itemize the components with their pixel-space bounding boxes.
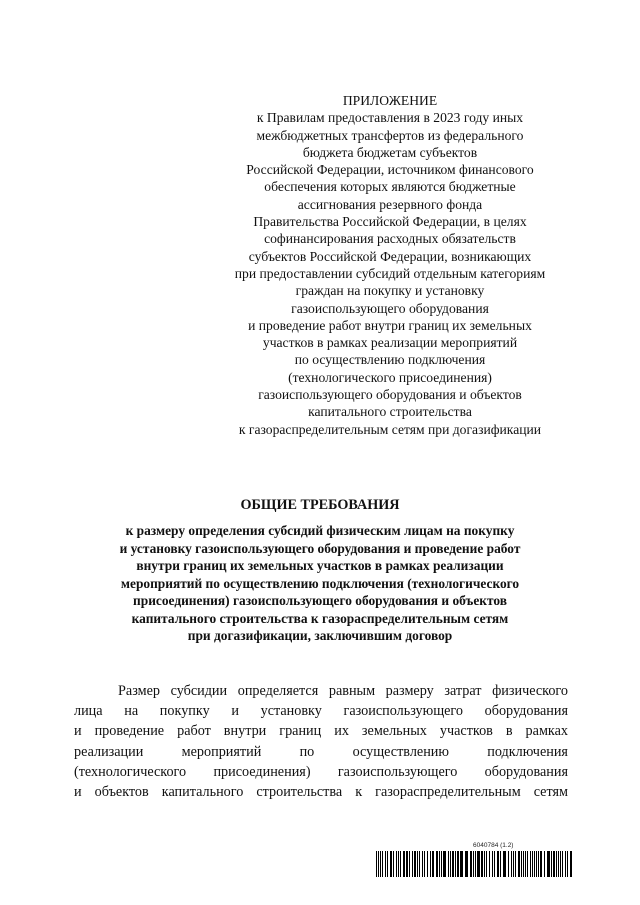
appendix-block (205, 92, 575, 438)
appendix-line: к Правилам предоставления в 2023 году иных (256, 110, 524, 126)
appendix-line: субъектов Российской Федерации, возникающих (248, 248, 532, 264)
appendix-line: по осуществлению подключения (294, 352, 486, 368)
appendix-line: ассигнования резервного фонда (297, 196, 483, 212)
appendix-line: Правительства Российской Федерации, в целях (253, 214, 527, 230)
appendix-line: участков в рамках реализации мероприятий (262, 335, 518, 351)
barcode (376, 851, 576, 877)
appendix-line: капитального строительства (308, 404, 472, 420)
subtitle-line: и установку газоиспользующего оборудования и проведение работ (119, 540, 521, 556)
appendix-line: к газораспределительным сетям при догазификации (238, 421, 542, 437)
document-code: 6040784 (1.2) (473, 842, 514, 849)
appendix-line: межбюджетных трансфертов из федерального (256, 127, 524, 143)
appendix-line: Российской Федерации, источником финансового (246, 162, 534, 178)
subtitle-line: присоединения) газоиспользующего оборудования и объектов (133, 593, 507, 608)
appendix-line: газоиспользующего оборудования (291, 300, 489, 316)
appendix-line: бюджета бюджетам субъектов (302, 144, 478, 160)
body-paragraph (74, 681, 568, 802)
body-word: мероприятий (181, 743, 262, 760)
appendix-heading: ПРИЛОЖЕНИЕ (342, 93, 438, 108)
requirements-subtitle (60, 522, 580, 645)
appendix-line: обеспечения которых являются бюджетные (264, 179, 516, 195)
body-line: лица на покупку и установку газоиспользующего оборудования (74, 703, 568, 720)
subtitle-line: внутри границ их земельных участков в рамках реализации (136, 558, 504, 573)
subtitle-line: к размеру определения субсидий физическим лицам на покупку (125, 523, 515, 538)
body-line (74, 742, 568, 762)
body-line: и проведение работ внутри границ их земельных участков в рамках (74, 723, 568, 740)
appendix-line: софинансирования расходных обязательств (264, 231, 516, 247)
appendix-line: (технологического присоединения) (288, 369, 492, 385)
appendix-line: граждан на покупку и установку (295, 283, 485, 299)
appendix-line: и проведение работ внутри границ их земельных (248, 317, 532, 333)
appendix-line: при предоставлении субсидий отдельным категориям (234, 265, 546, 281)
body-word: реализации (74, 743, 144, 760)
body-word: по (299, 743, 315, 760)
body-line: Размер субсидии определяется равным размеру затрат физического (118, 683, 568, 699)
requirements-title: ОБЩИЕ ТРЕБОВАНИЯ (240, 497, 400, 513)
body-line: (технологического присоединения) газоиспользующего оборудования (74, 763, 568, 780)
subtitle-line: капитального строительства к газораспределительным сетям (131, 610, 509, 626)
subtitle-line: при догазификации, заключившим договор (187, 628, 453, 643)
body-word: осуществлению (352, 743, 449, 760)
body-word: подключения (487, 743, 568, 760)
subtitle-line: мероприятий по осуществлению подключения (технологического (120, 575, 520, 591)
appendix-line: газоиспользующего оборудования и объектов (258, 387, 522, 403)
body-line: и объектов капитального строительства к газораспределительным сетям (74, 784, 568, 801)
